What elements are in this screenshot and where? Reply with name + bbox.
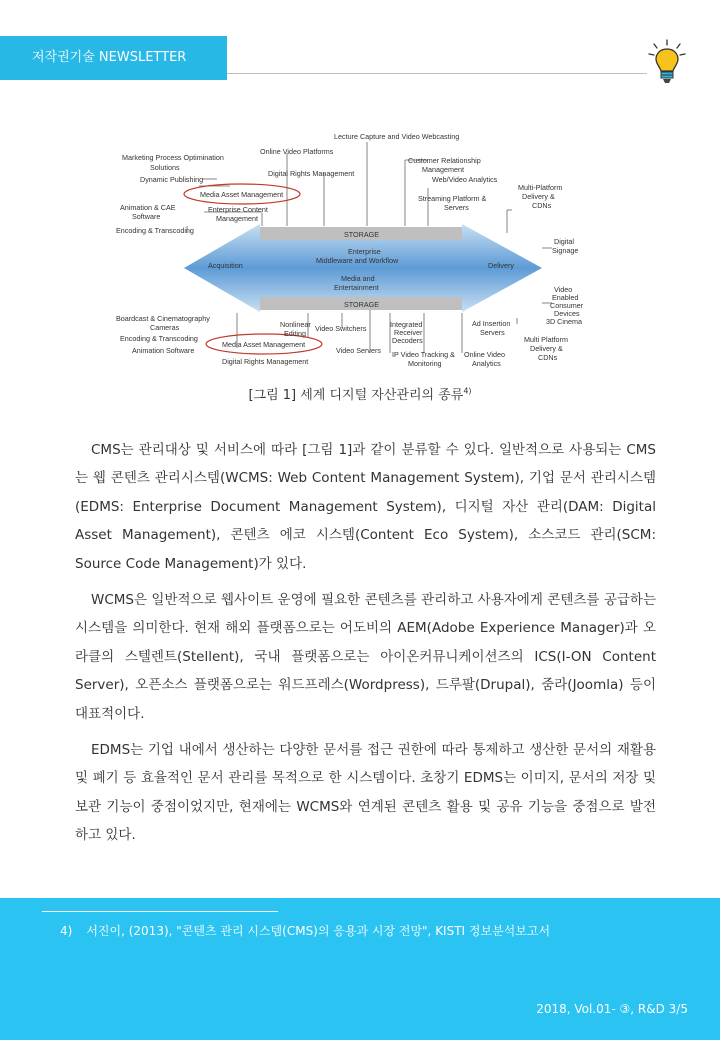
label-digital-signage-line1: Digital — [554, 237, 574, 246]
label-ad-insertion-line2: Servers — [480, 328, 505, 337]
label-nonlinear-line2: Editing — [284, 329, 306, 338]
label-video-enabled-line4: Devices — [554, 309, 580, 318]
label-video-servers: Video Servers — [336, 346, 382, 355]
label-online-video-analytics-line2: Analytics — [472, 359, 501, 368]
paragraph-edms: EDMS는 기업 내에서 생산하는 다양한 문서를 접근 권한에 따라 통제하고 생산한 문서의 재활용 및 폐기 등 효율적인 문서 관리를 목적으로 한 시스템이다. 초창기 EDMS는 이미지, 문서의 저장 및 보관 기능이 중점이었지만, 현재에는 WCMS와 연계된 콘텐츠 활용 및 공유 기능을 중점으로 발전하고 있다. — [75, 742, 656, 844]
label-multi-platform-top-line2: Delivery & — [522, 192, 555, 201]
label-streaming-line1: Streaming Platform & — [418, 194, 487, 203]
label-enterprise-line2: Middleware and Workflow — [316, 256, 399, 265]
label-crm-line1: Customer Relationship — [408, 156, 481, 165]
digital-asset-diagram — [112, 128, 612, 380]
label-marketing-line2: Solutions — [150, 163, 180, 172]
label-media-asset-top: Media Asset Management — [200, 190, 284, 199]
footnote-number: 4) — [60, 924, 73, 938]
label-storage-top: STORAGE — [344, 230, 380, 239]
label-encoding-top: Encoding & Transcoding — [116, 226, 194, 235]
label-3d-cinema: 3D Cinema — [546, 317, 582, 326]
footnote-divider — [42, 911, 278, 912]
label-dynamic-publishing: Dynamic Publishing — [140, 175, 204, 184]
footnote-text: 서진이, (2013), "콘텐츠 관리 시스템(CMS)의 응용과 시장 전망", KISTI 정보분석보고서 — [86, 924, 551, 938]
label-lecture-capture: Lecture Capture and Video Webcasting — [334, 132, 460, 141]
label-broadcast-line2: Cameras — [150, 323, 180, 332]
label-ip-video-line2: Monitoring — [408, 359, 442, 368]
label-online-video-platforms: Online Video Platforms — [260, 147, 334, 156]
figure-caption-text: [그림 1] 세계 디지털 자산관리의 종류 — [248, 388, 464, 403]
label-irde-line3: Decoders — [392, 336, 423, 345]
figure-caption — [0, 384, 720, 403]
page-info: 2018, Vol.01- ③, R&D 3/5 — [536, 1002, 688, 1016]
label-delivery: Delivery — [488, 261, 514, 270]
label-ad-insertion-line1: Ad Insertion — [472, 319, 511, 328]
label-acquisition: Acquisition — [208, 261, 243, 270]
label-video-enabled-line1: Video — [554, 285, 573, 294]
header-divider — [227, 73, 647, 74]
label-enterprise-content-line1: Enterprise Content — [208, 205, 268, 214]
label-digital-rights-top: Digital Rights Management — [268, 169, 355, 178]
label-multi-platform-top-line3: CDNs — [532, 201, 552, 210]
label-encoding-bottom: Encoding & Transcoding — [120, 334, 198, 343]
label-marketing-line1: Marketing Process Optimination — [122, 153, 224, 162]
label-digital-signage-line2: Signage — [552, 246, 579, 255]
lightbulb-icon — [647, 38, 687, 86]
label-streaming-line2: Servers — [444, 203, 469, 212]
label-multi-platform-bottom-line3: CDNs — [538, 353, 558, 362]
footer-band — [0, 898, 720, 1040]
label-broadcast-line1: Boardcast & Cinematography — [116, 314, 210, 323]
paragraph-wcms: WCMS은 일반적으로 웹사이트 운영에 필요한 콘텐츠를 관리하고 사용자에게 콘텐츠를 공급하는 시스템을 의미한다. 현재 해외 플랫폼으로는 어도비의 AEM(Adobe Experience Manager)과 오라클의 스텔렌트(Stellent), 국내 플랫폼으로는 아이온커뮤니케이션즈의 ICS(I-ON Content Server), 오픈소스 플랫폼으로는 워드프레스(Wordpress), 드루팔(Drupal), 줌라(Joomla) 등이 대표적이다. — [75, 592, 656, 722]
label-digital-rights-bottom: Digital Rights Management — [222, 357, 309, 366]
label-enterprise-line1: Enterprise — [348, 247, 381, 256]
label-storage-bottom: STORAGE — [344, 300, 380, 309]
article-body — [75, 436, 656, 858]
figure-caption-ref: 4) — [463, 386, 472, 396]
label-media-asset-bottom: Media Asset Management — [222, 340, 306, 349]
label-media-ent-line2: Entertainment — [334, 283, 379, 292]
label-ip-video-line1: IP Video Tracking & — [392, 350, 455, 359]
label-video-enabled-line3: Consumer — [550, 301, 584, 310]
label-video-switchers: Video Switchers — [315, 324, 367, 333]
footnote — [60, 922, 550, 939]
label-irde-line2: Receiver — [394, 328, 423, 337]
label-multi-platform-bottom-line2: Delivery & — [530, 344, 563, 353]
label-animation-cae-line1: Animation & CAE — [120, 203, 176, 212]
label-irde-line1: Integrated — [390, 320, 423, 329]
label-video-enabled-line2: Enabled — [552, 293, 579, 302]
label-media-ent-line1: Media and — [341, 274, 375, 283]
label-web-video-analytics: Web/Video Analytics — [432, 175, 498, 184]
label-animation-software: Animation Software — [132, 346, 195, 355]
label-online-video-analytics-line1: Online Video — [464, 350, 506, 359]
label-nonlinear-line1: Nonlinear — [280, 320, 311, 329]
paragraph-cms-types: CMS는 관리대상 및 서비스에 따라 [그림 1]과 같이 분류할 수 있다. 일반적으로 사용되는 CMS는 웹 콘텐츠 관리시스템(WCMS: Web Content Management System), 기업 문서 관리시스템(EDMS: Enterprise Document Management System), 디지털 자산 관리(DAM: Digital Asset Management), 콘텐츠 에코 시스템(Content Eco System), 소스코드 관리(SCM: Source Code Management)가 있다. — [75, 442, 656, 572]
label-animation-cae-line2: Software — [132, 212, 161, 221]
newsletter-title: 저작권기술 NEWSLETTER — [0, 36, 227, 80]
label-enterprise-content-line2: Management — [216, 214, 258, 223]
label-multi-platform-top-line1: Multi-Platform — [518, 183, 563, 192]
label-multi-platform-bottom-line1: Multi Platform — [524, 335, 568, 344]
label-crm-line2: Management — [422, 165, 464, 174]
